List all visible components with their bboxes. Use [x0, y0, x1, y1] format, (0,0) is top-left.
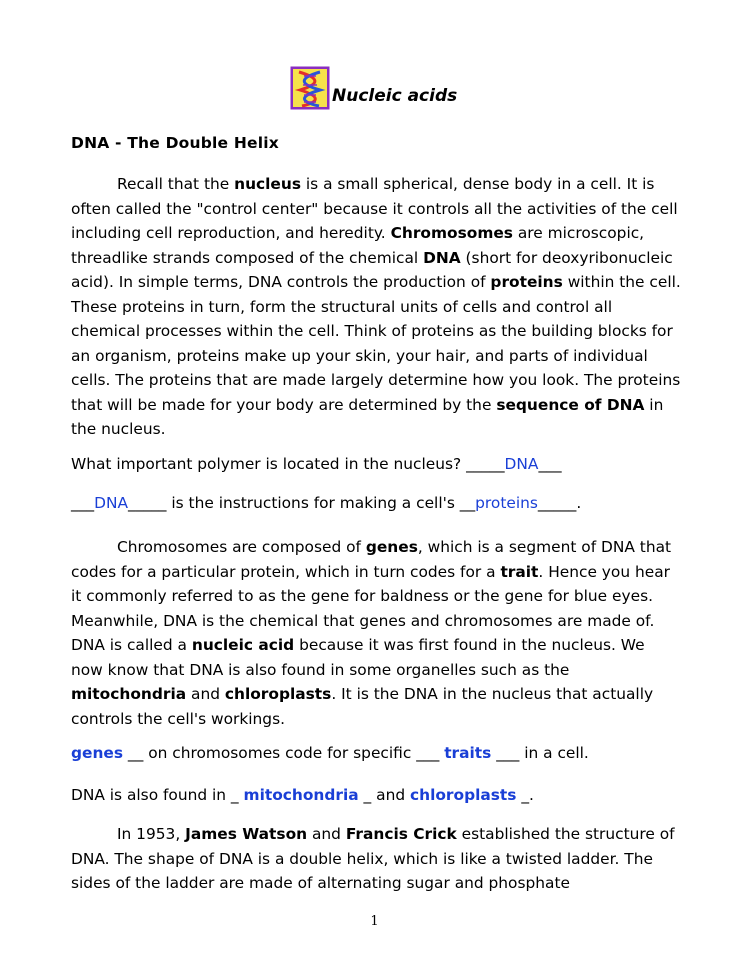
answer-polymer: DNA	[504, 455, 539, 473]
answer-mitochondria: mitochondria	[243, 786, 359, 804]
paragraph-genes: Chromosomes are composed of genes, which is a segment of DNA that codes for a particular protein, which in turn codes for a trait. Hence you hear it commonly referred to as the gene for baldness or the gene for blue eyes. Meanwhile, DNA is the chemical that genes and chromosomes are made of. DNA is called a nucleic acid because it was first found in the nucleus. We now know that DNA is also found in some organelles such as the mitochondria and chloroplasts. It is the DNA in the nucleus that actually controls the cell's workings.	[71, 538, 672, 728]
term-nucleic-acid: nucleic acid	[191, 636, 295, 654]
title-block	[290, 62, 457, 110]
paragraph-watson-crick: In 1953, James Watson and Francis Crick established the structure of DNA. The shape of DNA is a double helix, which is like a twisted ladder. The sides of the ladder are made of alternating sugar and phosphate	[71, 825, 675, 892]
term-mitochondria: mitochondria	[71, 685, 187, 703]
answer-traits: traits	[444, 744, 492, 762]
term-proteins: proteins	[490, 273, 563, 291]
name-james-watson: James Watson	[185, 825, 308, 843]
question-instructions: ___DNA_____ is the instructions for making a cell's __proteins_____.	[71, 494, 582, 512]
question-genes-code: genes __ on chromosomes code for specific ___ traits ___ in a cell.	[71, 744, 589, 762]
term-nucleus: nucleus	[234, 175, 301, 193]
answer-instructions: DNA	[94, 494, 128, 512]
answer-chloroplasts: chloroplasts	[409, 786, 517, 804]
page-title: Nucleic acids	[332, 86, 458, 106]
name-francis-crick: Francis Crick	[345, 825, 457, 843]
term-trait: trait	[500, 562, 539, 581]
question-dna-found: DNA is also found in _ mitochondria _ and chloroplasts _.	[71, 786, 534, 804]
term-chromosomes: Chromosomes	[390, 224, 513, 242]
term-sequence-of-dna: sequence of DNA	[496, 395, 645, 414]
section-heading: DNA - The Double Helix	[71, 134, 279, 152]
answer-product: proteins	[475, 494, 538, 512]
question-polymer: What important polymer is located in the nucleus? _____DNA___	[71, 455, 562, 473]
dna-helix-icon	[290, 66, 330, 110]
term-chloroplasts: chloroplasts	[224, 685, 332, 703]
term-genes: genes	[365, 538, 418, 556]
paragraph-dna-intro: Recall that the nucleus is a small spherical, dense body in a cell. It is often called the "control center" because it controls all the activities of the cell including cell reproduction, and heredity. Chromosomes are microscopic, threadlike strands composed of the chemical DNA (short for deoxyribonucleic acid). In simple terms, DNA controls the production of proteins within the cell. These proteins in turn, form the structural units of cells and control all chemical processes within the cell. Think of proteins as the building blocks for an organism, proteins make up your skin, your hair, and parts of individual cells. The proteins that are made largely determine how you look. The proteins that will be made for your body are determined by the sequence of DNA in the nucleus.	[71, 175, 681, 438]
page-number: 1	[370, 914, 379, 929]
answer-genes: genes	[71, 744, 124, 762]
term-dna: DNA	[423, 248, 461, 267]
